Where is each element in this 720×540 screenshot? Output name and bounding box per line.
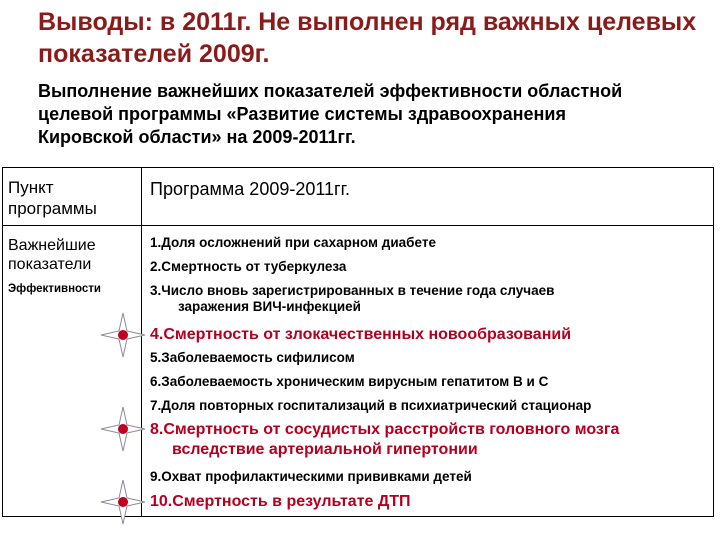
four-point-star-icon bbox=[100, 479, 146, 525]
indicator-item-failed bbox=[150, 492, 712, 512]
slide-title: Выводы: в 2011г. Не выполнен ряд важных целевых показателей 2009г. bbox=[38, 8, 697, 68]
header-right: Программа 2009-2011гг. bbox=[150, 179, 350, 199]
indicator-item-failed bbox=[150, 325, 712, 345]
slide-subtitle: Выполнение важнейших показателей эффективности областной целевой программы «Развитие системы здравоохранения Кировской области» на 2009-2011гг. bbox=[38, 81, 623, 147]
indicator-text: 10.Смертность в результате ДТП bbox=[150, 493, 411, 510]
indicator-item bbox=[150, 283, 712, 315]
indicator-item bbox=[150, 350, 712, 366]
indicator-text: 2.Смертность от туберкулеза bbox=[150, 259, 347, 274]
indicator-text: 9.Охват профилактическими прививками детей bbox=[150, 469, 472, 484]
four-point-star-icon bbox=[100, 406, 146, 452]
indicator-item bbox=[150, 374, 712, 390]
indicator-item bbox=[150, 469, 712, 485]
indicator-item bbox=[150, 259, 712, 275]
indicator-text: 7.Доля повторных госпитализаций в психиатрический стационар bbox=[150, 398, 592, 413]
indicator-text: 6.Заболеваемость хроническим вирусным гепатитом В и С bbox=[150, 374, 549, 389]
header-left: Пункт программы bbox=[8, 178, 97, 218]
indicator-item bbox=[150, 398, 712, 414]
indicator-text: 5.Заболеваемость сифилисом bbox=[150, 350, 355, 365]
indicator-text-cont: заражения ВИЧ-инфекцией bbox=[178, 299, 361, 314]
header-divider bbox=[3, 225, 713, 226]
indicator-item-failed bbox=[150, 420, 712, 460]
left-label: Важнейшие показатели bbox=[8, 237, 96, 273]
indicator-item bbox=[150, 235, 712, 251]
indicator-text: 8.Смертность от сосудистых расстройств головного мозга bbox=[150, 421, 620, 438]
indicators-table bbox=[2, 167, 714, 517]
indicator-text: 4.Смертность от злокачественных новообразований bbox=[150, 326, 572, 343]
four-point-star-icon bbox=[100, 312, 146, 358]
indicator-text: 1.Доля осложнений при сахарном диабете bbox=[150, 235, 436, 250]
left-sublabel: Эффективности bbox=[8, 283, 101, 295]
indicator-text: 3.Число вновь зарегистрированных в течение года случаев bbox=[150, 283, 555, 298]
indicator-text-cont: вследствие артериальной гипертонии bbox=[172, 441, 478, 458]
